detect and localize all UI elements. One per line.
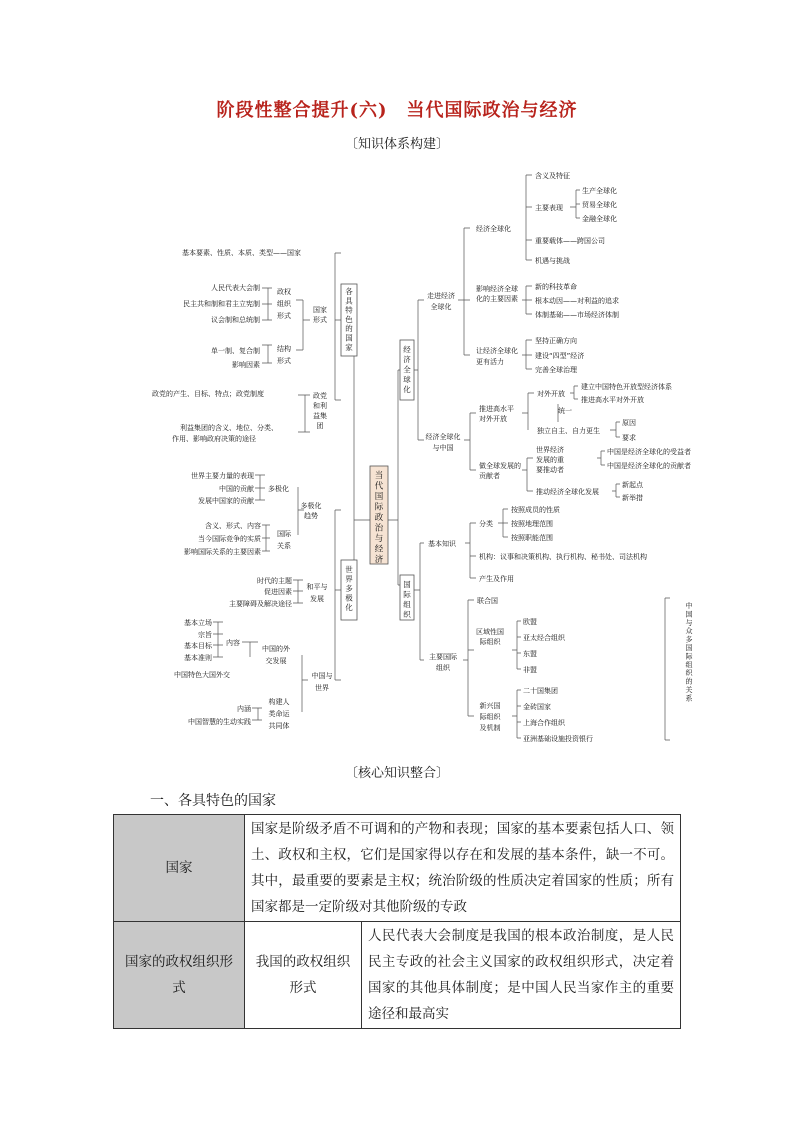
diagram-node: 做全球发展的贡献者 — [479, 462, 521, 480]
diagram-vertical-label: 当代国际政治与经济 — [374, 471, 384, 565]
diagram-node: 独立自主、自力更生 — [537, 427, 600, 435]
diagram-node: 议会制和总统制 — [211, 316, 260, 324]
diagram-node: 联合国 — [477, 597, 498, 605]
diagram-node: 影响经济全球化的主要因素 — [476, 285, 518, 303]
diagram-vertical-label: 中国与众多国际组织的关系 — [685, 602, 693, 703]
diagram-node: 东盟 — [523, 650, 537, 658]
diagram-node: 新举措 — [622, 494, 643, 502]
diagram-node: 金砖国家 — [523, 703, 551, 711]
diagram-node: 让经济全球化更有活力 — [476, 347, 518, 366]
diagram-node: 按照成员的性质 — [511, 506, 560, 514]
table-row — [114, 815, 681, 922]
diagram-node: 多极化 — [268, 485, 289, 493]
diagram-node: 人民代表大会制 — [211, 284, 260, 292]
row-text: 国家是阶级矛盾不可调和的产物和表现；国家的基本要素包括人口、领土、政权和主权，它们是国家得以存在和发展的基本条件，缺一不可。其中，最重要的要素是主权；统治阶级的性质决定着国家的性质；所有国家都是一定阶级对其他阶级的专政 — [245, 815, 681, 922]
diagram-node: 影响因素 — [232, 361, 260, 369]
row-head: 国家的政权组织形式 — [114, 922, 245, 1029]
diagram-node: 政党和利益集团 — [313, 392, 327, 430]
diagram-node: 金融全球化 — [582, 215, 617, 223]
system-heading: 〔知识体系构建〕 — [344, 137, 449, 152]
diagram-node: 新起点 — [622, 481, 643, 489]
diagram-node: 主要表现 — [535, 204, 563, 212]
diagram-node: 完善全球治理 — [535, 366, 577, 374]
diagram-node: 作用、影响政府决策的途径 — [172, 435, 256, 443]
diagram-node: 新的科技革命 — [535, 283, 577, 291]
diagram-node: 基本立场 — [184, 619, 212, 627]
diagram-node: 对外开放 — [537, 390, 565, 398]
diagram-node: 中国的贡献 — [219, 485, 254, 493]
diagram-node: 上海合作组织 — [523, 719, 565, 727]
diagram-node: 按照地理范围 — [511, 520, 553, 528]
diagram-node: 重要载体——跨国公司 — [535, 237, 605, 245]
diagram-node: 经济全球化 — [476, 225, 511, 233]
diagram-node: 分类 — [479, 520, 493, 528]
diagram-node: 基本目标 — [184, 642, 212, 650]
diagram-node: 含义及特征 — [535, 172, 570, 180]
page-title: 阶段性整合提升(六) 当代国际政治与经济 — [216, 100, 578, 121]
diagram-node: 坚持正确方向 — [535, 337, 577, 345]
diagram-node: 推动经济全球化发展 — [536, 488, 599, 496]
diagram-node: 利益集团的含义、地位、分类、 — [180, 424, 278, 432]
diagram-node: 结构形式 — [277, 345, 291, 365]
diagram-vertical-label: 各具特色的国家 — [345, 287, 353, 352]
row-text: 人民代表大会制度是我国的根本政治制度，是人民民主专政的社会主义国家的政权组织形式，决定着国家的其他具体制度；是中国人民当家作主的重要途径和最高实 — [362, 922, 681, 1029]
diagram-node: 中国特色大国外交 — [174, 671, 230, 679]
diagram-node: 基本要素、性质、本质、类型——国家 — [182, 249, 301, 257]
diagram-node: 基本准则 — [184, 654, 212, 662]
diagram-node: 中国与世界 — [311, 672, 333, 692]
diagram-node: 根本动因——对利益的追求 — [535, 297, 619, 305]
diagram-node: 时代的主题 — [257, 577, 292, 585]
diagram-node: 世界主要力量的表现 — [191, 472, 254, 480]
diagram-node: 区域性国际组织 — [476, 628, 504, 646]
diagram-node: 中国是经济全球化的受益者 — [607, 448, 691, 456]
diagram-node: 欧盟 — [523, 618, 537, 626]
diagram-node: 机遇与挑战 — [535, 257, 570, 265]
diagram-node: 国家形式 — [313, 306, 327, 324]
section-heading: 一、各具特色的国家 — [150, 793, 276, 809]
diagram-vertical-label: 国际组织 — [403, 580, 411, 619]
diagram-node: 亚洲基础设施投资银行 — [523, 735, 593, 743]
diagram-node: 中国的外交发展 — [262, 645, 290, 665]
diagram-node: 国际关系 — [277, 530, 291, 550]
diagram-node: 当今国际竞争的实质 — [198, 535, 261, 543]
diagram-node: 构建人类命运共同体 — [268, 698, 290, 730]
diagram-node: 推进高水平对外开放 — [581, 396, 644, 404]
diagram-node: 亚太经合组织 — [523, 634, 565, 642]
diagram-node: 新兴国际组织及机制 — [479, 702, 501, 732]
row-head: 国家 — [114, 815, 245, 922]
diagram-vertical-label: 经济全球化 — [403, 345, 411, 394]
diagram-node: 机构：议事和决策机构、执行机构、秘书处、司法机构 — [479, 553, 647, 561]
diagram-node: 体制基础——市场经济体制 — [535, 311, 619, 319]
table-row — [114, 922, 681, 1029]
diagram-node: 基本知识 — [428, 540, 456, 548]
diagram-node: 要求 — [622, 434, 636, 442]
diagram-node: 政党的产生、目标、特点；政党制度 — [152, 390, 264, 398]
diagram-node: 非盟 — [523, 666, 537, 674]
diagram-node: 主要障碍及解决途径 — [229, 600, 292, 608]
diagram-node: 建设“四型”经济 — [535, 352, 585, 360]
diagram-node: 政权组织形式 — [277, 288, 291, 320]
diagram-node: 世界经济发展的重要推动者 — [536, 446, 564, 474]
diagram-node: 内涵 — [237, 705, 251, 713]
diagram-vertical-label: 世界多极化 — [345, 565, 353, 612]
diagram-node: 中国是经济全球化的贡献者 — [607, 462, 691, 470]
diagram-node: 按照职能范围 — [511, 534, 553, 542]
diagram-node: 建立中国特色开放型经济体系 — [581, 383, 672, 391]
row-subhead: 我国的政权组织形式 — [245, 922, 362, 1029]
diagram-node: 原因 — [622, 419, 636, 427]
diagram-node: 主要国际组织 — [429, 653, 457, 672]
diagram-node: 生产全球化 — [582, 187, 617, 195]
diagram-node: 经济全球化与中国 — [425, 433, 461, 452]
diagram-node: 宗旨 — [198, 631, 212, 639]
core-heading: 〔核心知识整合〕 — [344, 766, 449, 781]
diagram-node: 内容 — [226, 639, 240, 647]
diagram-node: 发展中国家的贡献 — [198, 497, 254, 505]
diagram-node: 民主共和制和君主立宪制 — [183, 300, 260, 308]
diagram-node: 单一制、复合制 — [211, 347, 260, 355]
diagram-node: 推进高水平对外开放 — [479, 405, 514, 423]
diagram-node: 促进因素 — [264, 588, 292, 596]
knowledge-table — [113, 814, 681, 1029]
diagram-node: 产生及作用 — [479, 575, 514, 583]
diagram-node: 多极化趋势 — [300, 502, 322, 520]
diagram-node: 影响国际关系的主要因素 — [184, 548, 261, 556]
diagram-node: 二十国集团 — [523, 687, 558, 695]
diagram-node: 含义、形式、内容 — [205, 522, 261, 530]
diagram-node: 走进经济全球化 — [427, 292, 455, 311]
diagram-node: 贸易全球化 — [582, 201, 617, 209]
diagram-node: 统一 — [558, 407, 572, 415]
diagram-node: 中国智慧的生动实践 — [188, 718, 251, 726]
diagram-node: 和平与发展 — [306, 583, 328, 603]
